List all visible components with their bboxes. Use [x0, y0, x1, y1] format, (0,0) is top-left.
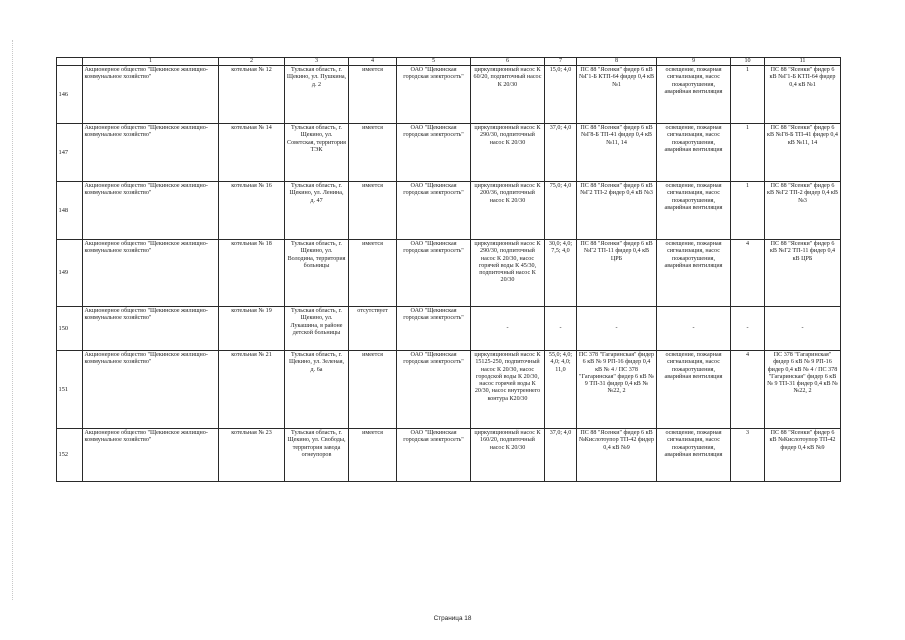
availability-cell: имеется — [349, 124, 397, 182]
header-cell: 2 — [219, 58, 285, 66]
organization-cell: Акционерное общество "Щекинское жилищно-коммунальное хозяйство" — [83, 124, 219, 182]
boiler-name-cell: котельная № 19 — [219, 307, 285, 351]
power-cell: 37,0; 4,0 — [545, 124, 577, 182]
backup-source-cell: ПС 378 "Гагаринская" фидер 6 кВ № 9 РП-16 фидер 0,4 кВ № 4 / ПС 378 "Гагаринская" фидер 6 кВ № 9 ТП-31 фидер 0,4 кВ №№22, 2 — [765, 351, 841, 429]
table-row — [57, 182, 841, 240]
row-number: 147 — [57, 124, 83, 182]
address-cell: Тульская область, г. Щекино, ул. Ленина, д. 47 — [285, 182, 349, 240]
column-number-row — [57, 58, 841, 66]
feeder-cell: ПС 378 "Гагаринская" фидер 6 кВ № 9 РП-16 фидер 0,4 кВ № 4 / ПС 378 "Гагаринская" фидер 6 кВ № 9 ТП-31 фидер 0,4 кВ №№22, 2 — [577, 351, 657, 429]
pumps-cell: циркуляционный насос К 15125-250, подпиточный насос К 20/30, насос городской воды К 20/30, насос горячей воды К 20/30, насос внутреннего контура К20/30 — [471, 351, 545, 429]
boiler-name-cell: котельная № 12 — [219, 66, 285, 124]
consumers-cell: освещение, пожарная сигнализация, насос пожаротушения, аварийная вентиляция — [657, 182, 731, 240]
header-cell: 4 — [349, 58, 397, 66]
category-cell: - — [731, 307, 765, 351]
header-cell: 9 — [657, 58, 731, 66]
boiler-name-cell: котельная № 21 — [219, 351, 285, 429]
availability-cell: имеется — [349, 240, 397, 307]
organization-cell: Акционерное общество "Щекинское жилищно-коммунальное хозяйство" — [83, 240, 219, 307]
organization-cell: Акционерное общество "Щекинское жилищно-коммунальное хозяйство" — [83, 307, 219, 351]
header-cell-blank — [57, 58, 83, 66]
pumps-cell: циркуляционный насос К 290/30, подпиточный насос К 20/30, насос горячей воды К 45/30, подпиточный насос К 20/30 — [471, 240, 545, 307]
address-cell: Тульская область, г. Щекино, ул. Зеленая, д. 6а — [285, 351, 349, 429]
power-cell: 55,0; 4,0; 4,0; 4,0; 11,0 — [545, 351, 577, 429]
row-number: 146 — [57, 66, 83, 124]
consumers-cell: освещение, пожарная сигнализация, насос пожаротушения, аварийная вентиляция — [657, 351, 731, 429]
category-cell: 1 — [731, 66, 765, 124]
row-number: 151 — [57, 351, 83, 429]
backup-source-cell: ПС 88 "Ясенки" фидер 6 кВ №Г2 ТП-11 фидер 0,4 кВ ЦРБ — [765, 240, 841, 307]
header-cell: 7 — [545, 58, 577, 66]
row-number: 150 — [57, 307, 83, 351]
availability-cell: имеется — [349, 66, 397, 124]
category-cell: 3 — [731, 429, 765, 482]
address-cell: Тульская область, г. Щекино, ул. Свободы, территория завода огнеупоров — [285, 429, 349, 482]
grid-owner-cell: ОАО "Щекинская городская электросеть" — [397, 240, 471, 307]
header-cell: 5 — [397, 58, 471, 66]
row-number: 149 — [57, 240, 83, 307]
row-number: 148 — [57, 182, 83, 240]
consumers-cell: освещение, пожарная сигнализация, насос пожаротушения, аварийная вентиляция — [657, 66, 731, 124]
power-cell: - — [545, 307, 577, 351]
grid-owner-cell: ОАО "Щекинская городская электросеть" — [397, 351, 471, 429]
power-cell: 15,0; 4,0 — [545, 66, 577, 124]
organization-cell: Акционерное общество "Щекинское жилищно-коммунальное хозяйство" — [83, 66, 219, 124]
grid-owner-cell: ОАО "Щекинская городская электросеть" — [397, 66, 471, 124]
availability-cell: имеется — [349, 429, 397, 482]
address-cell: Тульская область, г. Щекино, ул. Советская, территория ТЭК — [285, 124, 349, 182]
pumps-cell: циркуляционный насос К 160/20, подпиточный насос К 20/30 — [471, 429, 545, 482]
page-number: Страница 18 — [433, 615, 472, 622]
header-cell: 3 — [285, 58, 349, 66]
consumers-cell: освещение, пожарная сигнализация, насос пожаротушения, аварийная вентиляция — [657, 240, 731, 307]
table-row — [57, 429, 841, 482]
organization-cell: Акционерное общество "Щекинское жилищно-коммунальное хозяйство" — [83, 182, 219, 240]
feeder-cell: - — [577, 307, 657, 351]
address-cell: Тульская область, г. Щекино, ул. Лукашина, в районе детской больницы — [285, 307, 349, 351]
boiler-name-cell: котельная № 23 — [219, 429, 285, 482]
organization-cell: Акционерное общество "Щекинское жилищно-коммунальное хозяйство" — [83, 429, 219, 482]
header-cell: 8 — [577, 58, 657, 66]
consumers-cell: освещение, пожарная сигнализация, насос пожаротушения, аварийная вентиляция — [657, 429, 731, 482]
table-row — [57, 307, 841, 351]
pumps-cell: циркуляционный насос К 290/30, подпиточный насос К 20/30 — [471, 124, 545, 182]
category-cell: 1 — [731, 124, 765, 182]
feeder-cell: ПС 88 "Ясенки" фидер 6 кВ №Г8-Б ТП-41 фидер 0,4 кВ №11, 14 — [577, 124, 657, 182]
consumers-cell: освещение, пожарная сигнализация, насос пожаротушения, аварийная вентиляция — [657, 124, 731, 182]
power-cell: 30,0; 4,0; 7,5; 4,0 — [545, 240, 577, 307]
header-cell: 6 — [471, 58, 545, 66]
grid-owner-cell: ОАО "Щекинская городская электросеть" — [397, 182, 471, 240]
header-cell: 1 — [83, 58, 219, 66]
boiler-name-cell: котельная № 16 — [219, 182, 285, 240]
availability-cell: имеется — [349, 182, 397, 240]
table-row — [57, 351, 841, 429]
backup-source-cell: ПС 88 "Ясенки" фидер 6 кВ №Г2 ТП-2 фидер 0,4 кВ №3 — [765, 182, 841, 240]
scan-margin-marks — [12, 40, 15, 600]
category-cell: 1 — [731, 182, 765, 240]
pumps-cell: циркуляционный насос К 60/20, подпиточный насос К 20/30 — [471, 66, 545, 124]
header-cell: 10 — [731, 58, 765, 66]
feeder-cell: ПС 88 "Ясенки" фидер 6 кВ №Г1-Б КТП-64 фидер 0,4 кВ №1 — [577, 66, 657, 124]
consumers-cell: - — [657, 307, 731, 351]
boiler-name-cell: котельная № 14 — [219, 124, 285, 182]
availability-cell: отсутствует — [349, 307, 397, 351]
header-cell: 11 — [765, 58, 841, 66]
feeder-cell: ПС 88 "Ясенки" фидер 6 кВ №Кислотоупор ТП-42 фидер 0,4 кВ №9 — [577, 429, 657, 482]
backup-source-cell: ПС 88 "Ясенки" фидер 6 кВ №Кислотоупор ТП-42 фидер 0,4 кВ №9 — [765, 429, 841, 482]
power-cell: 37,0; 4,0 — [545, 429, 577, 482]
table-row — [57, 124, 841, 182]
feeder-cell: ПС 88 "Ясенки" фидер 6 кВ №Г2 ТП-11 фидер 0,4 кВ ЦРБ — [577, 240, 657, 307]
boiler-register-table — [56, 57, 841, 482]
row-number: 152 — [57, 429, 83, 482]
availability-cell: имеется — [349, 351, 397, 429]
power-cell: 75,0; 4,0 — [545, 182, 577, 240]
table-row — [57, 66, 841, 124]
organization-cell: Акционерное общество "Щекинское жилищно-коммунальное хозяйство" — [83, 351, 219, 429]
category-cell: 4 — [731, 240, 765, 307]
pumps-cell: циркуляционный насос К 200/36, подпиточный насос К 20/30 — [471, 182, 545, 240]
boiler-name-cell: котельная № 18 — [219, 240, 285, 307]
address-cell: Тульская область, г. Щекино, ул. Володина, территория больницы — [285, 240, 349, 307]
address-cell: Тульская область, г. Щекино, ул. Пушкина, д. 2 — [285, 66, 349, 124]
backup-source-cell: ПС 88 "Ясенки" фидер 6 кВ №Г1-Б КТП-64 фидер 0,4 кВ №1 — [765, 66, 841, 124]
feeder-cell: ПС 88 "Ясенки" фидер 6 кВ №Г2 ТП-2 фидер 0,4 кВ №3 — [577, 182, 657, 240]
table-row — [57, 240, 841, 307]
grid-owner-cell: ОАО "Щекинская городская электросеть" — [397, 307, 471, 351]
backup-source-cell: - — [765, 307, 841, 351]
pumps-cell: - — [471, 307, 545, 351]
category-cell: 4 — [731, 351, 765, 429]
grid-owner-cell: ОАО "Щекинская городская электросеть" — [397, 429, 471, 482]
grid-owner-cell: ОАО "Щекинская городская электросеть" — [397, 124, 471, 182]
backup-source-cell: ПС 88 "Ясенки" фидер 6 кВ №Г8-Б ТП-41 фидер 0,4 кВ №11, 14 — [765, 124, 841, 182]
